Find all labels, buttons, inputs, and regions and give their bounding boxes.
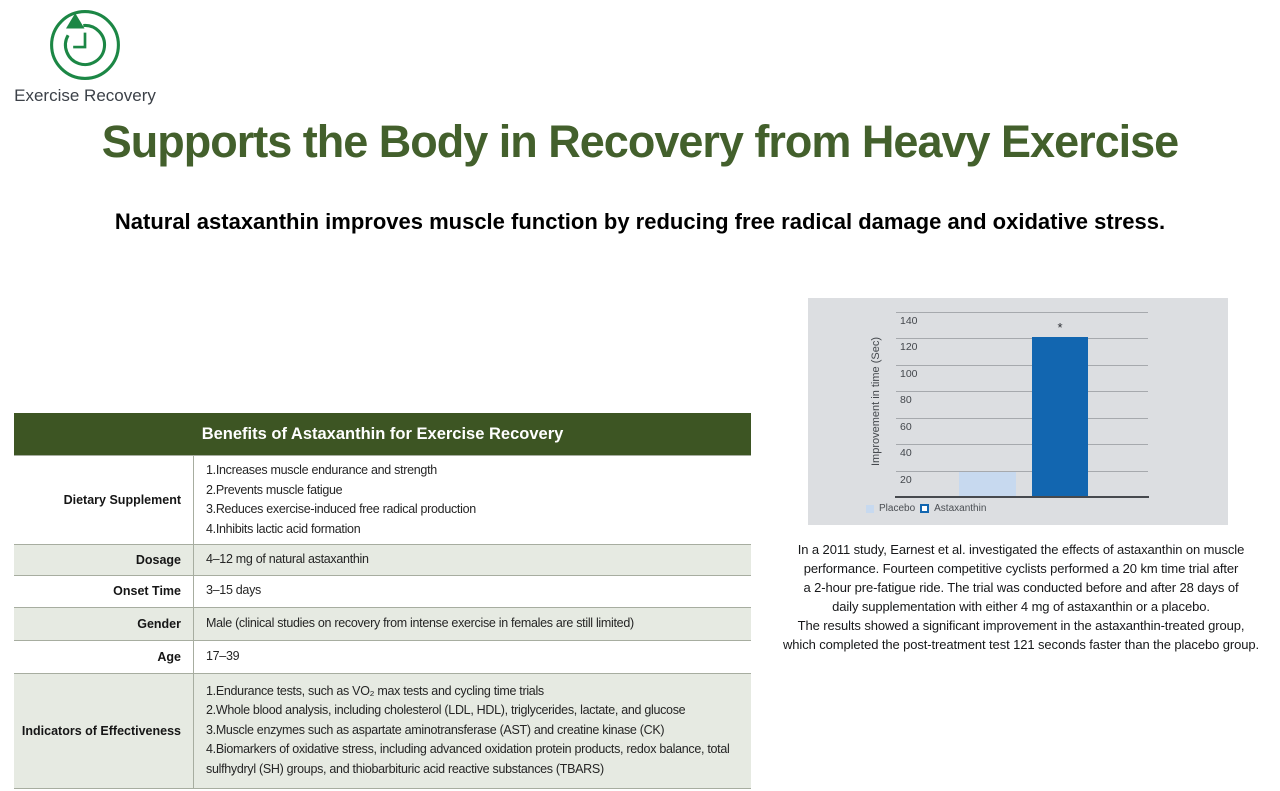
- study-note: [763, 540, 1279, 654]
- gridline: [896, 444, 1148, 460]
- y-tick-label: 80: [900, 394, 912, 407]
- value-line: 3–15 days: [206, 583, 261, 598]
- y-tick-label: 20: [900, 473, 912, 486]
- row-value: [194, 608, 751, 640]
- table-row-age: [14, 640, 751, 673]
- legend-label-astaxanthin: Astaxanthin: [934, 503, 987, 514]
- row-value: [194, 545, 751, 575]
- page-title: Supports the Body in Recovery from Heavy Exercise: [101, 116, 1179, 167]
- gridline: [896, 418, 1148, 433]
- table-row-gender: [14, 607, 751, 640]
- page-subtitle: Natural astaxanthin improves muscle function by reducing free radical damage and oxidative stress.: [114, 209, 1166, 234]
- table-title: Benefits of Astaxanthin for Exercise Recovery: [14, 413, 751, 455]
- value-line: 2.Whole blood analysis, including cholesterol (LDL, HDL), triglycerides, lactate, and glucose: [206, 703, 686, 718]
- study-note-line: In a 2011 study, Earnest et al. investigated the effects of astaxanthin on muscle: [797, 542, 1245, 557]
- row-label: Age: [14, 641, 194, 673]
- value-line: 4.Inhibits lactic acid formation: [206, 521, 361, 536]
- row-value: [194, 641, 751, 673]
- row-label: Dietary Supplement: [14, 456, 194, 544]
- benefits-table: [14, 413, 751, 789]
- row-label: Gender: [14, 608, 194, 640]
- placebo-swatch-icon: [866, 505, 874, 513]
- brand-logo: [0, 8, 170, 106]
- y-axis-title: Improvement in time (Sec): [870, 337, 882, 467]
- gridline: [896, 391, 1148, 407]
- study-note-line: daily supplementation with either 4 mg of astaxanthin or a placebo.: [832, 599, 1210, 614]
- study-note-line: performance. Fourteen competitive cyclists performed a 20 km time trial after: [803, 561, 1239, 576]
- value-line: 2.Prevents muscle fatigue: [206, 482, 343, 497]
- legend-label-placebo: Placebo: [879, 503, 916, 514]
- row-label: Dosage: [14, 545, 194, 575]
- value-line: 3.Reduces exercise-induced free radical production: [206, 502, 476, 516]
- study-note-line: which completed the post-treatment test 121 seconds faster than the placebo group.: [783, 637, 1259, 652]
- value-line: 4–12 mg of natural astaxanthin: [206, 552, 369, 566]
- chart-legend: [866, 503, 986, 514]
- row-value: [194, 674, 751, 788]
- table-row-onset-time: [14, 575, 751, 607]
- row-label: Indicators of Effectiveness: [14, 674, 194, 788]
- bar-placebo: [959, 472, 1016, 497]
- bar-astaxanthin: [1032, 320, 1088, 497]
- value-line: 4.Biomarkers of oxidative stress, including advanced oxidation protein products, redox balance, total sulfhydryl (SH) groups, and thiobarbituric acid reactive substances (TBARS): [206, 742, 730, 776]
- value-line: 17–39: [206, 648, 240, 663]
- row-value: [194, 576, 751, 607]
- x-axis-line: [895, 496, 1149, 498]
- astaxanthin-swatch-icon: [920, 504, 929, 513]
- chart-plot: [896, 298, 1148, 497]
- improvement-bar-chart: [808, 298, 1228, 525]
- table-row-indicators-of-effectiveness: [14, 673, 751, 788]
- table-row-dietary-supplement: [14, 455, 751, 544]
- gridline: [896, 338, 1148, 354]
- y-tick-label: 40: [900, 447, 912, 460]
- gridline: [896, 471, 1148, 486]
- y-tick-label: 120: [900, 341, 918, 354]
- y-tick-label: 60: [900, 420, 912, 433]
- table-row-dosage: [14, 544, 751, 575]
- study-note-line: a 2-hour pre-fatigue ride. The trial was conducted before and after 28 days of: [803, 580, 1239, 595]
- value-line: 3.Muscle enzymes such as aspartate aminotransferase (AST) and creatine kinase (CK): [206, 722, 665, 737]
- value-line: 1.Increases muscle endurance and strength: [206, 463, 437, 477]
- value-line: 1.Endurance tests, such as VO₂ max tests and cycling time trials: [206, 683, 544, 698]
- recovery-clock-icon: [48, 8, 122, 82]
- gridline: [896, 365, 1148, 380]
- row-value: [194, 456, 751, 544]
- study-note-line: The results showed a significant improvement in the astaxanthin-treated group,: [797, 618, 1245, 633]
- y-tick-label: 140: [900, 315, 918, 327]
- y-tick-label: 100: [900, 367, 918, 380]
- significance-asterisk: *: [1057, 320, 1063, 336]
- gridline: [896, 312, 1148, 327]
- row-label: Onset Time: [14, 576, 194, 607]
- brand-label: Exercise Recovery: [14, 86, 156, 105]
- value-line: Male (clinical studies on recovery from intense exercise in females are still limited): [206, 615, 634, 630]
